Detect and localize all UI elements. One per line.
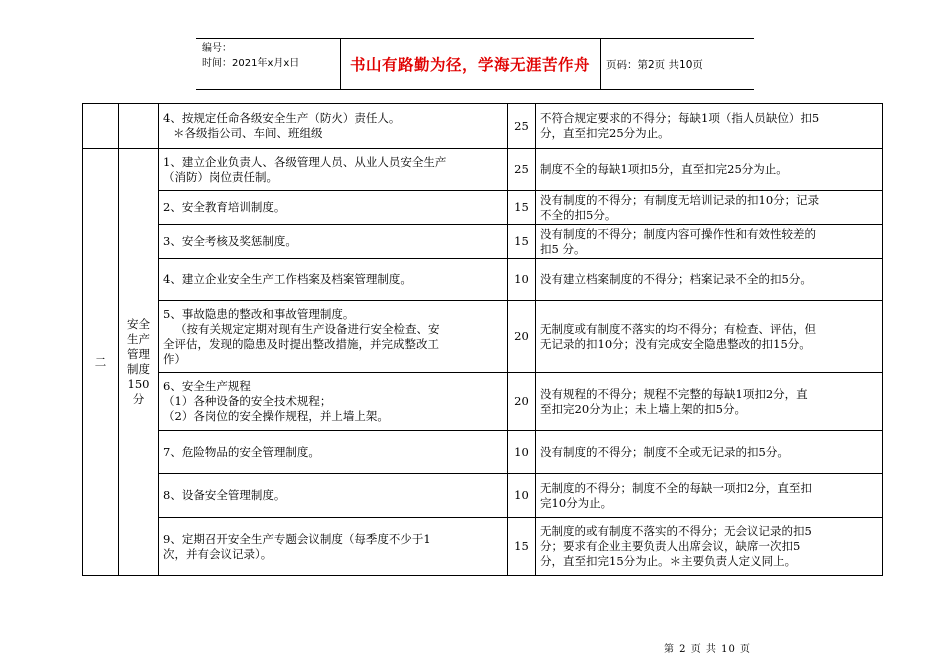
points-cell: 20 <box>508 373 536 431</box>
points-cell: 25 <box>508 104 536 149</box>
criteria-cell <box>536 259 883 301</box>
criteria-line: 无制度的或有制度不落实的不得分；无会议记录的扣5 <box>540 524 812 538</box>
criteria-line: 没有规程的不得分；规程不完整的每缺1项扣2分，直 <box>540 386 808 401</box>
item-cell <box>159 104 508 149</box>
item-line: 9、定期召开安全生产专题会议制度（每季度不少于1 <box>163 531 431 546</box>
criteria-line: 没有制度的不得分；制度不全或无记录的扣5分。 <box>540 444 789 459</box>
points-cell: 10 <box>508 431 536 474</box>
section-index: 二 <box>83 149 119 576</box>
item-line: 全评估，发现的隐患及时提出整改措施，并完成整改工 <box>163 336 439 351</box>
points-cell: 15 <box>508 518 536 576</box>
criteria-cell <box>536 149 883 191</box>
criteria-line: 无制度的不得分；制度不全的每缺一项扣2分，直至扣 <box>540 480 812 495</box>
item-line: （2）各岗位的安全操作规程，并上墙上架。 <box>163 409 389 423</box>
table-row <box>83 191 883 225</box>
header-motto: 书山有路勤为径，学海无涯苦作舟 <box>349 56 590 74</box>
page-footer: 第 2 页 共 10 页 <box>664 644 751 655</box>
points-cell: 15 <box>508 191 536 225</box>
criteria-cell <box>536 431 883 474</box>
item-cell <box>159 225 508 259</box>
item-cell <box>159 474 508 518</box>
criteria-line: 分；要求有企业主要负责人出席会议，缺席一次扣5 <box>540 539 801 553</box>
item-line: 5、事故隐患的整改和事故管理制度。 <box>163 306 355 321</box>
item-line: 3、安全考核及奖惩制度。 <box>163 234 297 248</box>
criteria-line: 没有制度的不得分；制度内容可操作性和有效性较差的 <box>540 226 816 241</box>
item-line: 作） <box>163 351 186 366</box>
item-line: 次，并有会议记录）。 <box>163 546 273 561</box>
category-line: 分 <box>132 392 145 406</box>
criteria-line: 没有建立档案制度的不得分；档案记录不全的扣5分。 <box>540 272 812 286</box>
section-category <box>119 149 159 576</box>
category-line: 安全 <box>127 317 150 331</box>
criteria-line: 不全的扣5分。 <box>540 207 617 222</box>
table-row <box>83 373 883 431</box>
table-row <box>83 149 883 191</box>
item-line: （1）各种设备的安全技术规程； <box>163 394 332 408</box>
criteria-line: 分，直至扣完25分为止。 <box>540 126 670 140</box>
criteria-cell <box>536 518 883 576</box>
points-cell: 15 <box>508 225 536 259</box>
number-label: 编号： <box>202 43 232 54</box>
criteria-cell <box>536 191 883 225</box>
header-meta <box>202 41 299 71</box>
header-divider <box>600 39 601 89</box>
item-cell <box>159 431 508 474</box>
table-row <box>83 259 883 301</box>
criteria-cell <box>536 104 883 149</box>
criteria-line: 无记录的扣10分；没有完成安全隐患整改的扣15分。 <box>540 336 811 351</box>
item-line: 7、危险物品的安全管理制度。 <box>163 444 320 459</box>
criteria-line: 完10分为止。 <box>540 495 613 510</box>
criteria-line: 没有制度的不得分；有制度无培训记录的扣10分；记录 <box>540 192 820 207</box>
points-cell: 20 <box>508 301 536 373</box>
item-line: 4、建立企业安全生产工作档案及档案管理制度。 <box>163 272 412 286</box>
date-label: 时间：2021年x月x日 <box>202 58 300 69</box>
criteria-cell <box>536 225 883 259</box>
item-cell <box>159 259 508 301</box>
item-line: （消防）岗位责任制。 <box>163 169 278 184</box>
item-line: 8、设备安全管理制度。 <box>163 488 286 502</box>
criteria-line: 制度不全的每缺1项扣5分，直至扣完25分为止。 <box>540 162 788 176</box>
table-row <box>83 104 883 149</box>
points-cell: 10 <box>508 259 536 301</box>
assessment-table <box>82 103 883 576</box>
category-line: 150 <box>127 377 150 391</box>
page-header <box>196 38 754 90</box>
table-row <box>83 431 883 474</box>
table-row <box>83 474 883 518</box>
item-line: ＊各级指公司、车间、班组级 <box>173 126 323 140</box>
criteria-line: 扣5 分。 <box>540 241 586 256</box>
item-line: 4、按规定任命各级安全生产（防火）责任人。 <box>163 111 401 125</box>
criteria-line: 至扣完20分为止；未上墙上架的扣5分。 <box>540 401 746 416</box>
item-line: （按有关规定定期对现有生产设备进行安全检查、安 <box>175 321 440 336</box>
table-row <box>83 301 883 373</box>
category-line: 生产 <box>127 332 150 346</box>
item-cell <box>159 373 508 431</box>
points-cell: 25 <box>508 149 536 191</box>
header-page-info: 页码：第2页 共10页 <box>606 58 703 71</box>
item-cell <box>159 301 508 373</box>
header-divider <box>340 39 341 89</box>
criteria-line: 分，直至扣完15分为止。＊主要负责人定义同上。 <box>540 554 797 568</box>
table-row <box>83 518 883 576</box>
criteria-cell <box>536 301 883 373</box>
item-line: 6、安全生产规程 <box>163 379 251 393</box>
section-index-cell <box>83 104 119 149</box>
table-row <box>83 225 883 259</box>
section-category-cell <box>119 104 159 149</box>
points-cell: 10 <box>508 474 536 518</box>
criteria-line: 无制度或有制度不落实的均不得分；有检查、评估，但 <box>540 321 816 336</box>
criteria-cell <box>536 474 883 518</box>
item-cell <box>159 518 508 576</box>
criteria-cell <box>536 373 883 431</box>
item-line: 2、安全教育培训制度。 <box>163 200 286 214</box>
item-cell <box>159 191 508 225</box>
criteria-line: 不符合规定要求的不得分；每缺1项（指人员缺位）扣5 <box>540 111 820 125</box>
category-line: 制度 <box>127 362 150 376</box>
category-line: 管理 <box>127 347 150 361</box>
item-cell <box>159 149 508 191</box>
item-line: 1、建立企业负责人、各级管理人员、从业人员安全生产 <box>163 154 447 169</box>
